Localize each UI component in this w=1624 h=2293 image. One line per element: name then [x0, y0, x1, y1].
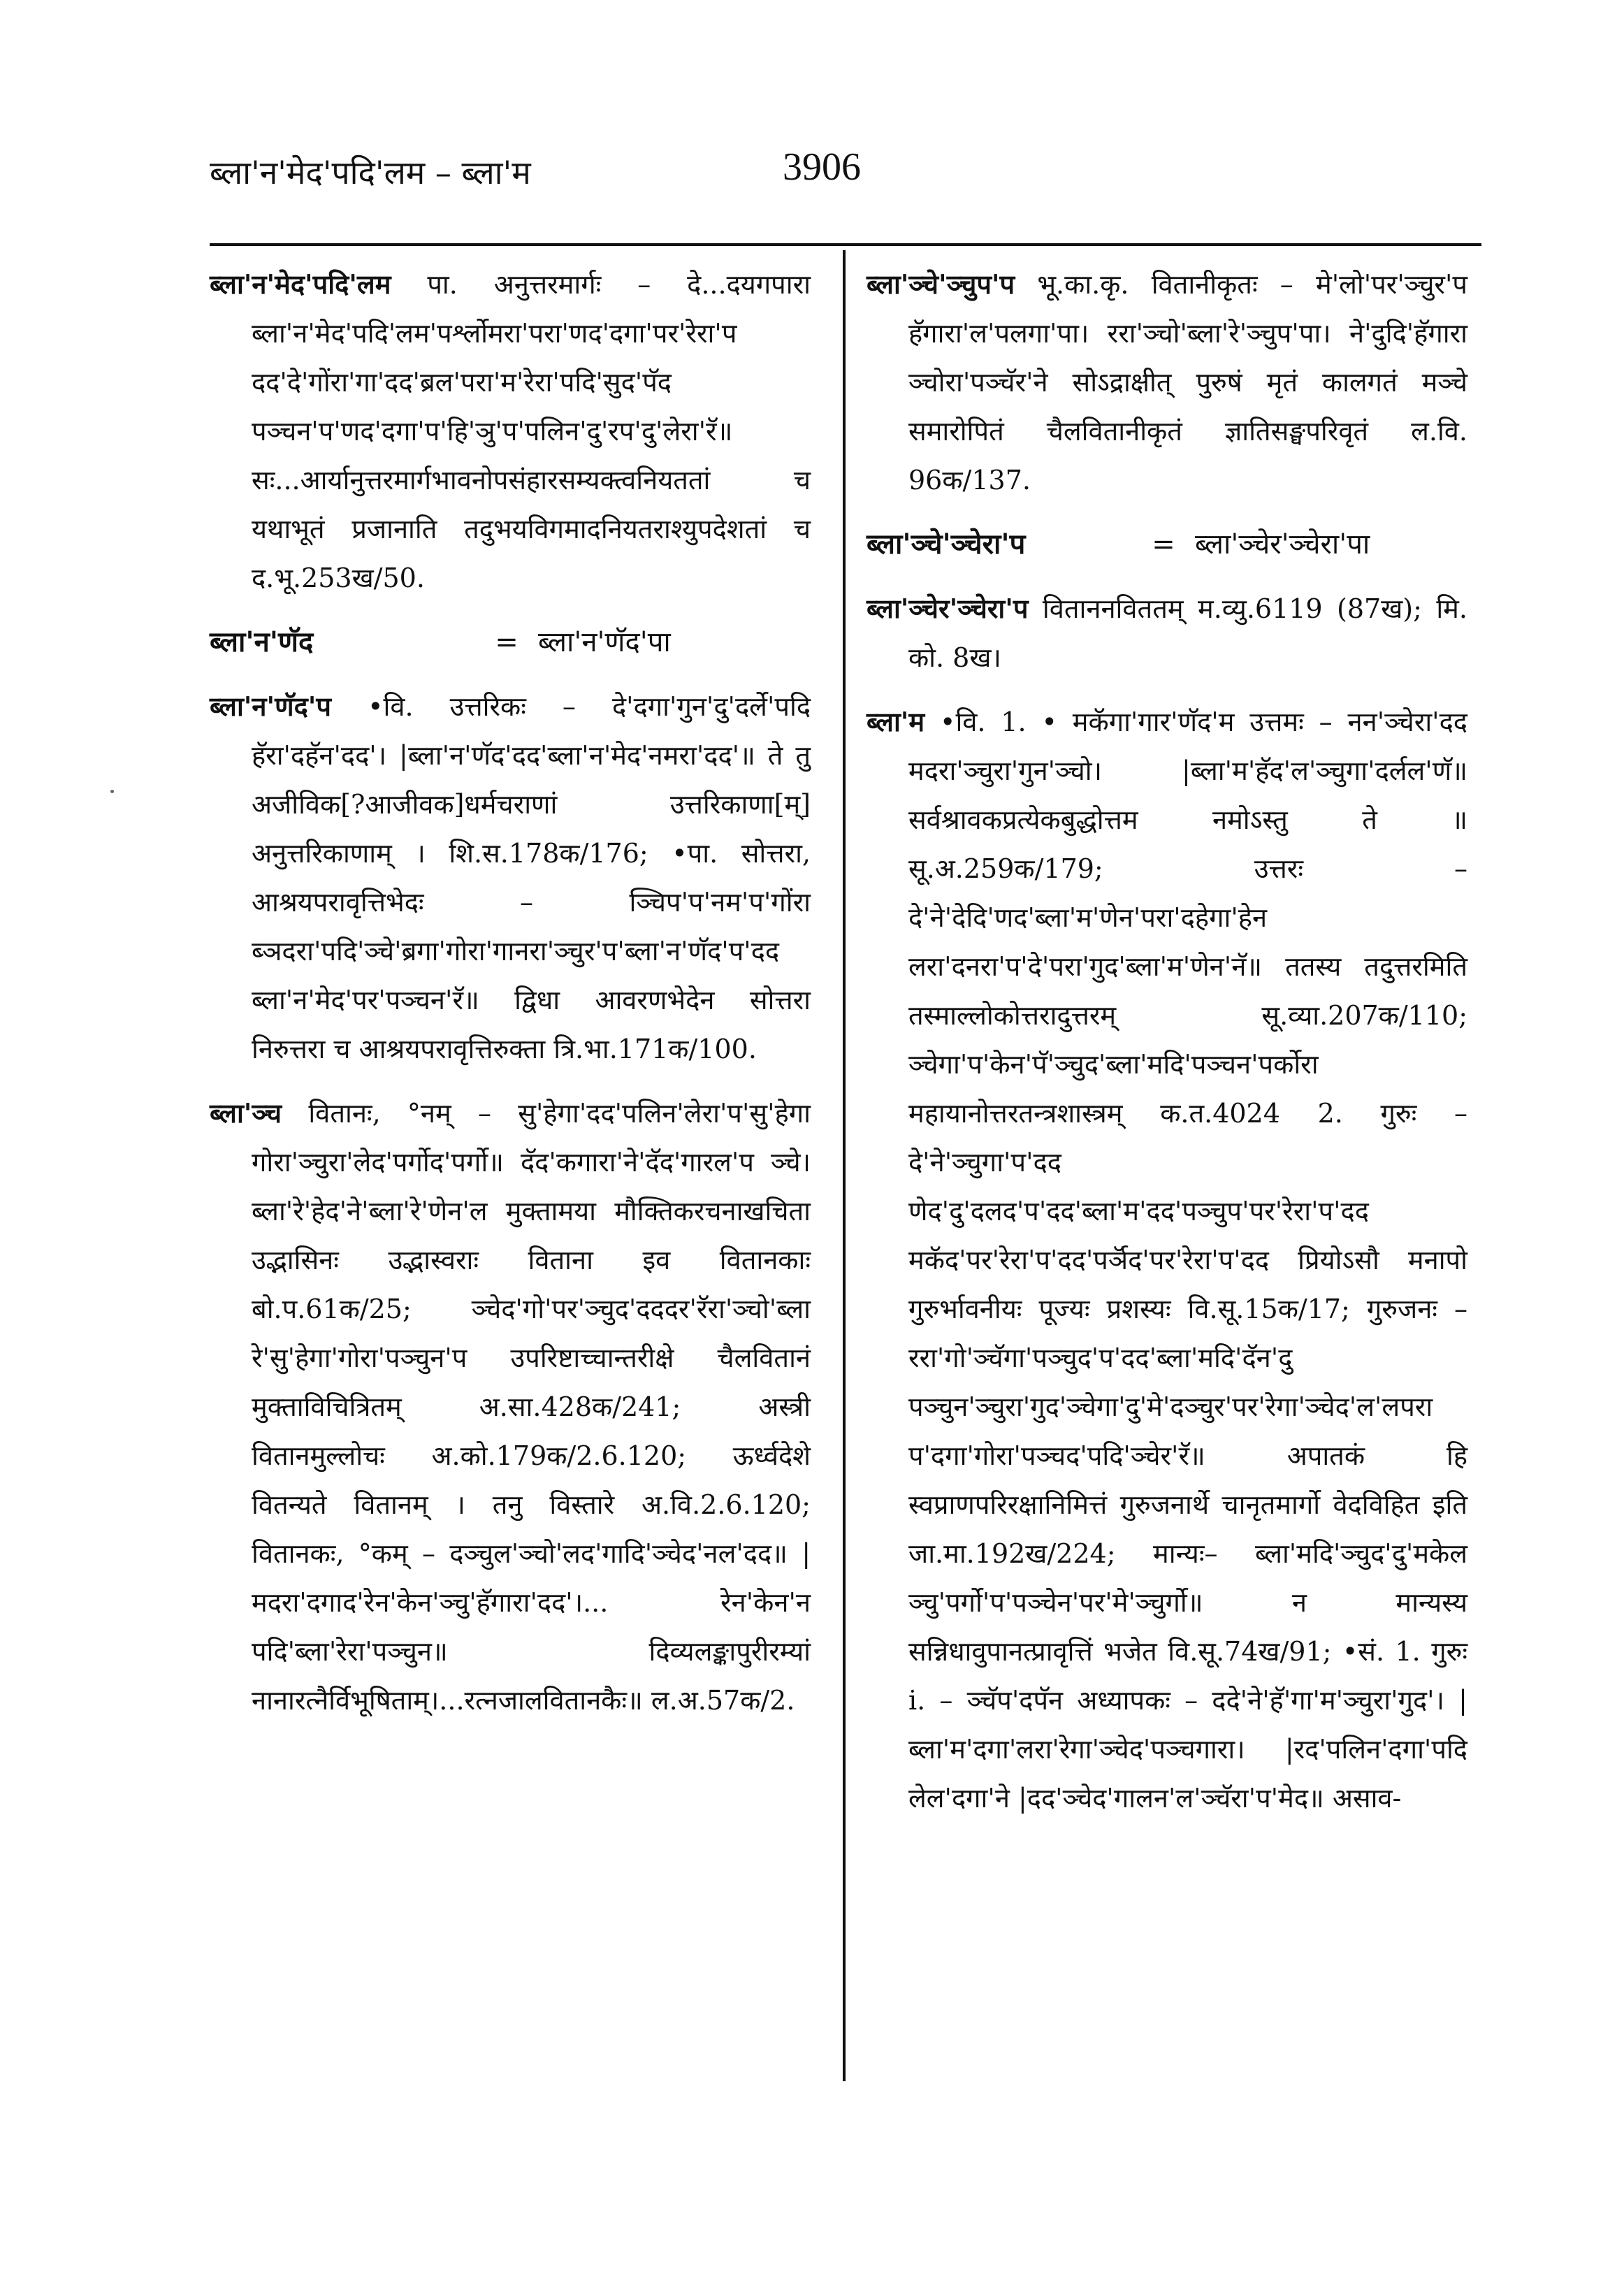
header-guide-words: ब्ला'न'मेद'पदि'लम – ब्ला'म: [210, 154, 531, 191]
entry-body: पा. अनुत्तरमार्गः – दे...दयगपारा ब्ला'न'मेद'पदि'लम'पर्श्लोमरा'परा'णद'दगा'पर'रेरा'प दद'दे'गोंरा'गा'दद'ब्रल'परा'म'रेरा'पदि'सुद'पॅद पञ्चन'प'णद'दगा'प'हि'ञु'प'पलिन'दु'रप'दु'लेरा'रॅ॥ सः...आर्यानुत्तरमार्गभावनोपसंहारसम्यक्त्वनियततां च यथाभूतं प्रजानाति तदुभयविगमादनियतराश्युपदेशतां च द.भू.253ख/50.: [252, 269, 811, 593]
cross-reference-target: ब्ला'ञ्चेर'ञ्चेरा'पा: [1195, 528, 1370, 560]
entry-body: •वि. 1. • मकॅगा'गार'णॅद'म उत्तमः – नन'ञ्चेरा'दद मदरा'ञ्चुरा'गुन'ञ्चो। |ब्ला'म'हॅद'ल'ञ्चुगा'दर्लल'णॅ॥ सर्वश्रावकप्रत्येकबुद्धोत्तम नमोऽस्तु ते ॥ सू.अ.259क/179; उत्तरः – दे'ने'देदि'णद'ब्ला'म'णेन'परा'दहेगा'हेन लरा'दनरा'प'दे'परा'गुद'ब्ला'म'णेन'नॅ॥ ततस्य तदुत्तरमिति तस्माल्लोकोत्तरादुत्तरम् सू.व्या.207क/110; ञ्चेगा'प'केन'पॅ'ञ्चुद'ब्ला'मदि'पञ्चन'पर्कोरा महायानोत्तरतन्त्रशास्त्रम् क.त.4024 2. गुरुः – दे'ने'ञ्चुगा'प'दद णेद'दु'दलद'प'दद'ब्ला'म'दद'पञ्चुप'पर'रेरा'प'दद मकॅद'पर'रेरा'प'दद'पर्ञॅद'पर'रेरा'प'दद प्रियोऽसौ मनापो गुरुर्भावनीयः पूज्यः प्रशस्यः वि.सू.15क/17; गुरुजनः – ररा'गो'ञ्चॅगा'पञ्चुद'प'दद'ब्ला'मदि'दॅन'दु पञ्चुन'ञ्चुरा'गुद'ञ्चेगा'दु'मे'दञ्चुर'पर'रेगा'ञ्चेद'ल'लपरा प'दगा'गोरा'पञ्चद'पदि'ञ्चेर'रॅ॥ अपातकं हि स्वप्राणपरिरक्षानिमित्तं गुरुजनार्थे चानृतमार्गो वेदविहित इति जा.मा.192ख/224; मान्यः– ब्ला'मदि'ञ्चुद'दु'मकेल ञ्चु'पर्गो'प'पञ्चेन'पर'मे'ञ्चुर्गो॥ न मान्यस्य सन्निधावुपानत्प्रावृत्तिं भजेत वि.सू.74ख/91; •सं. 1. गुरुः i. – ञ्चॅप'दपॅन अध्यापकः – ददे'ने'हॅ'गा'म'ञ्चुरा'गुद'। |ब्ला'म'दगा'लरा'रेगा'ञ्चेद'पञ्चगारा। |रद'पलिन'दगा'पदि लेल'दगा'ने |दद'ञ्चेद'गालन'ल'ञ्चॅरा'प'मेद॥ असाव-: [908, 707, 1467, 1814]
equals-sign: =: [495, 626, 519, 658]
entry-headword: ब्ला'ञ्चेर'ञ्चेरा'प: [867, 593, 1029, 624]
dictionary-entry: [867, 584, 1467, 682]
entry-headword: ब्ला'ञ्चे'ञ्चुप'प: [867, 268, 1015, 300]
header-rule: [210, 243, 1481, 246]
entry-headword: ब्ला'न'णॅद: [210, 625, 314, 658]
left-column: [210, 260, 811, 1740]
cross-reference-target: ब्ला'न'णॅद'पा: [538, 626, 671, 658]
entry-headword: ब्ला'न'मेद'पदि'लम: [210, 268, 391, 300]
entry-body: वितानः, °नम् – सु'हेगा'दद'पलिन'लेरा'प'सु'हेगा गोरा'ञ्चुरा'लेद'पर्गोद'पर्गो॥ दॅद'कगारा'ने'दॅद'गारल'प ञ्चे। ब्ला'रे'हेद'ने'ब्ला'रे'णेन'ल मुक्तामया मौक्तिकरचनाखचिता उद्भासिनः उद्भास्वराः विताना इव वितानकाः बो.प.61क/25; ञ्चेद'गो'पर'ञ्चुद'दददर'रॅरा'ञ्चो'ब्ला रे'सु'हेगा'गोरा'पञ्चुन'प उपरिष्टाच्चान्तरीक्षे चैलवितानं मुक्ताविचित्रितम् अ.सा.428क/241; अस्त्री वितानमुल्लोचः अ.को.179क/2.6.120; ऊर्ध्वदेशे वितन्यते वितानम् । तनु विस्तारे अ.वि.2.6.120; वितानकः, °कम् – दञ्चुल'ञ्चो'लद'गादि'ञ्चेद'नल'दद॥ |मदरा'दगाद'रेन'केन'ञ्चु'हॅगारा'दद'।... रेन'केन'न पदि'ब्ला'रेरा'पञ्चुन॥ दिव्यलङ्कापुरीरम्यां नानारत्नैर्विभूषिताम्।...रत्नजालवितानकैः॥ ल.अ.57क/2.: [252, 1098, 811, 1716]
dictionary-entry: [210, 682, 811, 1073]
entry-headword: ब्ला'न'णॅद'प: [210, 690, 332, 722]
dictionary-entry: [867, 697, 1467, 1823]
entry-body: भू.का.कृ. वितानीकृतः – मे'लो'पर'ञ्चुर'प हॅगारा'ल'पलगा'पा। ररा'ञ्चो'ब्ला'रे'ञ्चुप'पा। ने'दुदि'हॅगारा ञ्चोरा'पञ्चॅर'ने सोऽद्राक्षीत् पुरुषं मृतं कालगतं मञ्चे समारोपितं चैलवितानीकृतं ज्ञातिसङ्घपरिवृतं ल.वि. 96क/137.: [908, 269, 1467, 496]
cross-reference-entry: [867, 520, 1467, 569]
dictionary-entry: [867, 260, 1467, 505]
page-number: 3906: [783, 145, 861, 189]
entry-body: विताननविततम् म.व्यु.6119 (87ख); मि. को. 8ख।: [908, 593, 1467, 673]
entry-body: •वि. उत्तरिकः – दे'दगा'गुन'दु'दर्ले'पदि हॅरा'दहॅन'दद'। |ब्ला'न'णॅद'दद'ब्ला'न'मेद'नमरा'दद'॥ ते तु अजीविक[?आजीवक]धर्मचराणां उत्तरिकाणा[म्] अनुत्तरिकाणाम् । शि.स.178क/176; •पा. सोत्तरा, आश्रयपरावृत्तिभेदः – ञ्चिप'प'नम'प'गोंरा ब्ञदरा'पदि'ञ्चे'ब्रगा'गोरा'गानरा'ञ्चुर'प'ब्ला'न'णॅद'प'दद ब्ला'न'मेद'पर'पञ्चन'रॅ॥ द्विधा आवरणभेदेन सोत्तरा निरुत्तरा च आश्रयपरावृत्तिरुक्ता त्रि.भा.171क/100.: [252, 691, 811, 1064]
cross-reference-entry: [210, 618, 811, 667]
page-header: [210, 136, 1481, 213]
dictionary-entry: [210, 1089, 811, 1725]
dictionary-entry: [210, 260, 811, 602]
entry-headword: ब्ला'म: [867, 706, 925, 737]
right-column: [867, 260, 1467, 1838]
margin-dot: [110, 790, 114, 793]
equals-sign: =: [1152, 528, 1175, 560]
column-divider: [843, 250, 846, 2081]
entry-headword: ब्ला'ञ्चे'ञ्चेरा'प: [867, 528, 1026, 560]
entry-headword: ब्ला'ञ्च: [210, 1097, 282, 1129]
